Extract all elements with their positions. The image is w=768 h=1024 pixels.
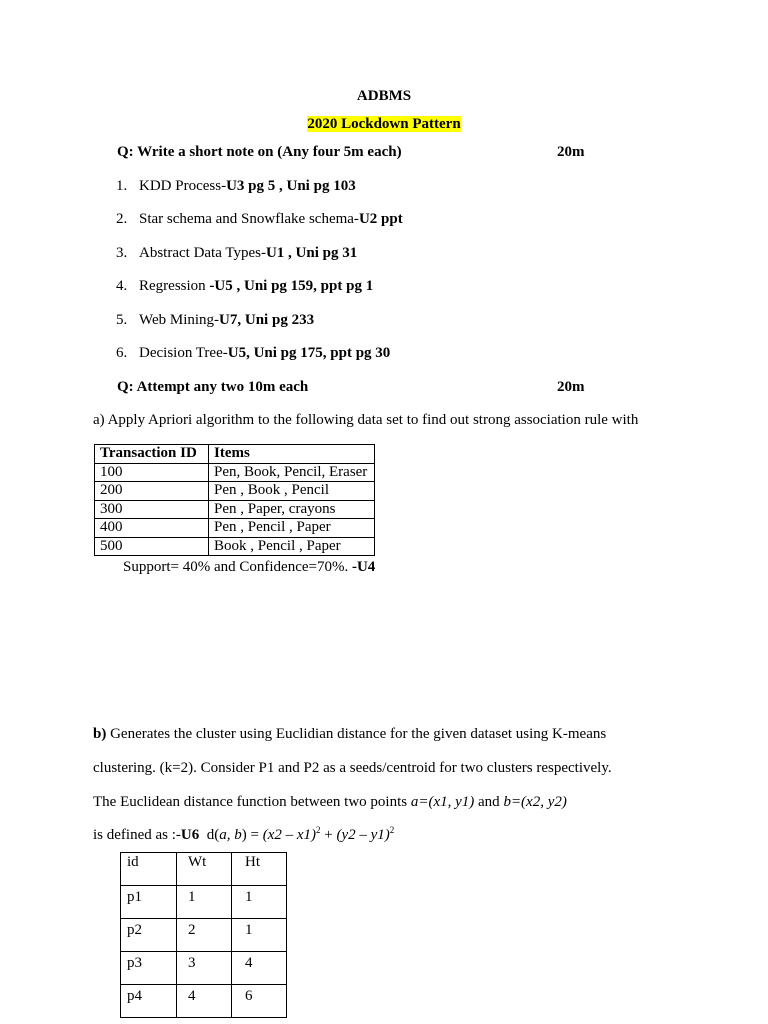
formula-plus: + bbox=[320, 827, 337, 843]
apriori-table bbox=[94, 444, 375, 556]
support-confidence bbox=[123, 558, 375, 576]
q1-item-text: Star schema and Snowflake schema- bbox=[139, 211, 359, 227]
kmeans-wt-cell-text: 1 bbox=[188, 889, 196, 905]
q2b-label: b) bbox=[93, 726, 107, 742]
q1-item-ref: -U5 , Uni pg 159, ppt pg 1 bbox=[209, 278, 374, 294]
formula-term1: (x2 – x1) bbox=[262, 827, 317, 843]
subtitle-highlight: 2020 Lockdown Pattern bbox=[307, 116, 461, 132]
apriori-table-row bbox=[95, 500, 375, 519]
kmeans-table-row bbox=[121, 952, 287, 985]
kmeans-ht-cell bbox=[232, 886, 287, 919]
q1-item-number: 4. bbox=[116, 278, 128, 294]
formula-exp1: 2 bbox=[316, 825, 321, 835]
q2b-line4-pre: is defined as :- bbox=[93, 827, 181, 843]
q2b-line3-and: and bbox=[474, 794, 504, 810]
formula-args: a, b bbox=[219, 827, 242, 843]
transaction-id-cell: 500 bbox=[95, 537, 209, 556]
transaction-id-cell: 300 bbox=[95, 500, 209, 519]
q2b-line3 bbox=[93, 793, 567, 811]
q1-item-number: 6. bbox=[116, 345, 128, 361]
q1-item-number: 2. bbox=[116, 211, 128, 227]
q1-heading: Q: Write a short note on (Any four 5m each) bbox=[117, 144, 402, 160]
kmeans-ht-cell bbox=[232, 952, 287, 985]
apriori-header-transaction-id: Transaction ID bbox=[95, 445, 209, 464]
q1-list-item bbox=[116, 344, 390, 362]
q2b-line1 bbox=[93, 725, 606, 743]
q1-item-number: 1. bbox=[116, 178, 128, 194]
kmeans-header-ht-text: Ht bbox=[245, 854, 260, 870]
items-cell: Pen , Pencil , Paper bbox=[209, 519, 375, 538]
q1-item-number: 5. bbox=[116, 312, 128, 328]
support-ref: -U4 bbox=[351, 559, 376, 575]
kmeans-header-row bbox=[121, 853, 287, 886]
kmeans-id-cell-text: p2 bbox=[127, 922, 142, 938]
q2b-line3-pre: The Euclidean distance function between two points bbox=[93, 794, 411, 810]
formula-d: d( bbox=[206, 827, 220, 843]
items-cell: Pen , Paper, crayons bbox=[209, 500, 375, 519]
items-cell: Pen , Book , Pencil bbox=[209, 482, 375, 501]
kmeans-header-ht bbox=[232, 853, 287, 886]
kmeans-wt-cell bbox=[177, 919, 232, 952]
kmeans-ht-cell-text: 1 bbox=[245, 922, 253, 938]
kmeans-ht-cell-text: 4 bbox=[245, 955, 253, 971]
q1-item-ref: U3 pg 5 , Uni pg 103 bbox=[226, 178, 356, 194]
q1-item-text: Regression bbox=[139, 278, 210, 294]
q1-item-ref: U7, Uni pg 233 bbox=[219, 312, 315, 328]
kmeans-id-cell bbox=[121, 952, 177, 985]
apriori-table-row bbox=[95, 519, 375, 538]
kmeans-id-cell-text: p1 bbox=[127, 889, 142, 905]
formula-term2: (y2 – y1) bbox=[336, 827, 390, 843]
transaction-id-cell: 400 bbox=[95, 519, 209, 538]
kmeans-table-row bbox=[121, 886, 287, 919]
point-b: b=(x2, y2) bbox=[503, 794, 567, 810]
q1-item-text: Web Mining- bbox=[139, 312, 220, 328]
apriori-header-row bbox=[95, 445, 375, 464]
q1-marks: 20m bbox=[557, 144, 585, 160]
kmeans-wt-cell-text: 4 bbox=[188, 988, 196, 1004]
kmeans-header-wt bbox=[177, 853, 232, 886]
q1-list-item bbox=[116, 311, 314, 329]
transaction-id-cell: 100 bbox=[95, 463, 209, 482]
q1-list-item bbox=[116, 244, 357, 262]
items-cell: Book , Pencil , Paper bbox=[209, 537, 375, 556]
kmeans-ht-cell-text: 1 bbox=[245, 889, 253, 905]
kmeans-wt-cell-text: 3 bbox=[188, 955, 196, 971]
transaction-id-cell: 200 bbox=[95, 482, 209, 501]
kmeans-table bbox=[120, 852, 287, 1018]
q1-item-text: KDD Process- bbox=[139, 178, 227, 194]
kmeans-ht-cell bbox=[232, 919, 287, 952]
kmeans-wt-cell bbox=[177, 886, 232, 919]
q2b-line4-ref: U6 bbox=[180, 827, 200, 843]
q2a-text: a) Apply Apriori algorithm to the following data set to find out strong association rule with bbox=[93, 412, 639, 428]
kmeans-header-id-text: id bbox=[127, 854, 139, 870]
items-cell: Pen, Book, Pencil, Eraser bbox=[209, 463, 375, 482]
kmeans-ht-cell bbox=[232, 985, 287, 1018]
q2-marks: 20m bbox=[557, 379, 585, 395]
q2b-line2: clustering. (k=2). Consider P1 and P2 as a seeds/centroid for two clusters respectively. bbox=[93, 760, 612, 776]
q1-item-number: 3. bbox=[116, 245, 128, 261]
apriori-table-row bbox=[95, 537, 375, 556]
q1-list-item bbox=[116, 177, 356, 195]
q1-item-text: Abstract Data Types- bbox=[139, 245, 266, 261]
apriori-table-row bbox=[95, 482, 375, 501]
kmeans-wt-cell-text: 2 bbox=[188, 922, 196, 938]
kmeans-header-id bbox=[121, 853, 177, 886]
kmeans-header-wt-text: Wt bbox=[188, 854, 207, 870]
q2-heading: Q: Attempt any two 10m each bbox=[117, 379, 309, 395]
q1-item-ref: U2 ppt bbox=[358, 211, 403, 227]
document-title: ADBMS bbox=[356, 88, 412, 104]
kmeans-id-cell bbox=[121, 919, 177, 952]
document-subtitle bbox=[0, 115, 768, 133]
q2b-line4 bbox=[93, 826, 394, 844]
kmeans-wt-cell bbox=[177, 952, 232, 985]
kmeans-id-cell-text: p4 bbox=[127, 988, 142, 1004]
apriori-header-items: Items bbox=[209, 445, 375, 464]
kmeans-table-row bbox=[121, 985, 287, 1018]
q1-list-item bbox=[116, 277, 373, 295]
q2b-line1-text: Generates the cluster using Euclidian distance for the given dataset using K-means bbox=[106, 726, 607, 742]
formula-eq: ) = bbox=[241, 827, 263, 843]
kmeans-id-cell bbox=[121, 886, 177, 919]
q1-list-item bbox=[116, 210, 403, 228]
apriori-table-row bbox=[95, 463, 375, 482]
kmeans-id-cell-text: p3 bbox=[127, 955, 142, 971]
formula bbox=[207, 827, 395, 843]
formula-exp2: 2 bbox=[389, 825, 395, 835]
kmeans-table-row bbox=[121, 919, 287, 952]
kmeans-wt-cell bbox=[177, 985, 232, 1018]
kmeans-ht-cell-text: 6 bbox=[245, 988, 253, 1004]
q1-item-text: Decision Tree- bbox=[139, 345, 228, 361]
point-a: a=(x1, y1) bbox=[410, 794, 475, 810]
kmeans-id-cell bbox=[121, 985, 177, 1018]
q1-item-ref: U1 , Uni pg 31 bbox=[265, 245, 358, 261]
support-text: Support= 40% and Confidence=70%. bbox=[123, 559, 352, 575]
q1-item-ref: U5, Uni pg 175, ppt pg 30 bbox=[227, 345, 391, 361]
